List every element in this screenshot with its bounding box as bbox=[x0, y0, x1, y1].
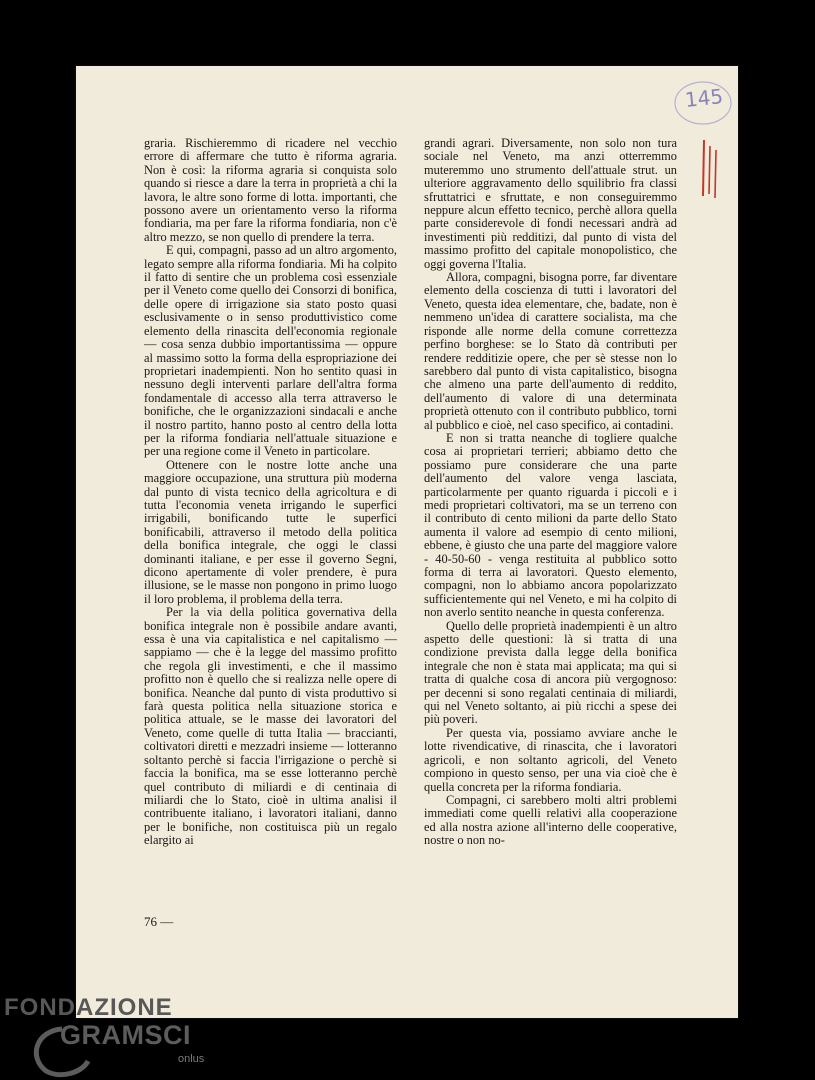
paragraph: E qui, compagni, passo ad un altro argomento, legato sempre alla riforma fondiaria. Mi ha colpito il fatto di sentire che un problema così essenziale per il Veneto come quello dei Consorzi di bonifica, delle opere di irrigazione sia stato posto quasi esclusivamente o in senso produttivistico come elemento della rinascita dell'economia regionale — cosa senza dubbio importantissima — oppure al massimo sotto la forma della espropriazione dei proprietari inadempienti. Non ho sentito quasi in nessuno degli interventi parlare dell'altra forma fondamentale di accesso alla terra attraverso le bonifiche, che le organizzazioni sindacali e anche il nostro partito, hanno posto al centro della lotta per la riforma fondiaria nell'attuale situazione e per una regione come il Veneto in particolare. bbox=[144, 243, 397, 459]
paragraph: Per la via della politica governativa della bonifica integrale non è possibile andare avanti, essa è una via capitalistica e nel capitalismo — sappiamo — che è la legge del massimo profitto che regola gli investimenti, e che il massimo profitto non è quello che si realizza nelle opere di bonifica. Neanche dal punto di vista produttivo si farà questa politica nella situazione storica e politica attuale, se le masse dei lavoratori del Veneto, come quelle di tutta Italia — braccianti, coltivatori diretti e mezzadri insieme — lotteranno soltanto perchè si faccia l'irrigazione o perchè si faccia la bonifica, ma se esse lotteranno perchè quel contributo di miliardi e di centinaia di miliardi che lo Stato, cioè in ultima analisi il contribuente italiano, i lavoratori italiani, danno per le bonifiche, non costituisca più un regalo elargito ai bbox=[144, 605, 397, 848]
paragraph: Ottenere con le nostre lotte anche una maggiore occupazione, una struttura più moderna dal punto di vista tecnico della agricoltura e di tutta l'economia veneta irrigando le superfici irrigabili, bonificando tutte le superfici bonificabili, attraverso il metodo della politica della bonifica integrale, che oggi le classi dominanti italiane, e per esse il governo Segni, dicono apertamente di voler prendere, è pura illusione, se le masse non pongono in primo luogo il loro problema, il problema della terra. bbox=[144, 457, 397, 606]
paragraph: graria. Rischieremmo di ricadere nel vecchio errore di affermare che tutto è riforma agraria. Non è così: la riforma agraria si conquista solo quando si riesce a dare la terra in proprietà a chi la lavora, le altre sono forme di lotta. importanti, che possono avere un orientamento verso la riforma fondiaria, ma per fare la riforma fondiaria, non c'è altro mezzo, se non quello di prendere la terra. bbox=[144, 136, 397, 244]
paragraph: Per questa via, possiamo avviare anche le lotte rivendicative, di rinascita, che i lavoratori agricoli, e non soltanto agricoli, del Veneto compiono in questo senso, per una via cioè che è quella concreta per la riforma fondiaria. bbox=[424, 725, 677, 794]
paragraph: grandi agrari. Diversamente, non solo non tura sociale nel Veneto, ma anzi otterremmo muteremmo uno strumento dell'attuale strut. un ulteriore aggravamento dello squilibrio fra classi sfruttatrici e sfruttate, e non conseguiremmo neppure alcun effetto tecnico, perchè allora quella parte considerevole di fondi necessari andrà ad investimenti più redditizi, dal punto di vista del massimo profitto del capitale monopolistico, che oggi governa l'Italia. bbox=[424, 136, 677, 271]
page-number: 76 — bbox=[144, 914, 174, 929]
paragraph: Compagni, ci sarebbero molti altri problemi immediati come quelli relativi alla cooperazione ed alla nostra azione all'interno delle cooperative, nostre o non no- bbox=[424, 792, 677, 848]
archive-stamp-number: 145 bbox=[683, 84, 725, 112]
left-column bbox=[144, 137, 397, 848]
paragraph: E non si tratta neanche di togliere qualche cosa ai proprietari terrieri; abbiamo detto che possiamo pure considerare che una parte dell'aumento del valore venga lasciata, particolarmente per quanto riguarda i piccoli e i medi proprietari coltivatori, ma se un terreno con il contributo di cento milioni da parte dello Stato aumenta il valore ad esempio di cento milioni, ebbene, è giusto che una parte del maggiore valore - 40-50-60 - venga restituita al pubblico sotto forma di terra ai lavoratori. Questo elemento, compagni, non lo abbiamo ancora popolarizzato sufficientemente qui nel Veneto, e mi ha colpito di non averlo sentito neanche in questa conferenza. bbox=[424, 430, 677, 620]
handwritten-margin-mark bbox=[700, 136, 722, 216]
paragraph: Quello delle proprietà inadempienti è un altro aspetto delle questioni: là si tratta di una condizione prevista dalla legge della bonifica integrale che non è stata mai applicata; ma qui si tratta di qualche cosa di ancora più vergognoso: per decenni si sono regalati centinaia di miliardi, qui nel Veneto soltanto, ai più ricchi a spese dei più poveri. bbox=[424, 618, 677, 727]
watermark-foundation-text: FONDAZIONE bbox=[4, 994, 173, 1021]
watermark-name-text: GRAMSCI bbox=[60, 1020, 191, 1050]
paragraph: Allora, compagni, bisogna porre, far diventare elemento della coscienza di tutti i lavoratori del Veneto, questa idea elementare, che, badate, non è nemmeno un'idea di carattere socialista, ma che risponde alle norme della comune correttezza perfino borghese: se lo Stato dà contributi per rendere redditizie opere, che per sè stesse non lo sarebbero dal punto di vista capitalistico, bisogna che almeno una parte dell'aumento di reddito, dell'aumento di valore di una determinata proprietà ottenuto con il contributo pubblico, torni al pubblico e cioè, nel caso specifico, ai contadini. bbox=[424, 270, 677, 432]
watermark-onlus-text: onlus bbox=[178, 1053, 205, 1065]
right-column bbox=[424, 137, 677, 848]
document-page bbox=[76, 66, 738, 1018]
